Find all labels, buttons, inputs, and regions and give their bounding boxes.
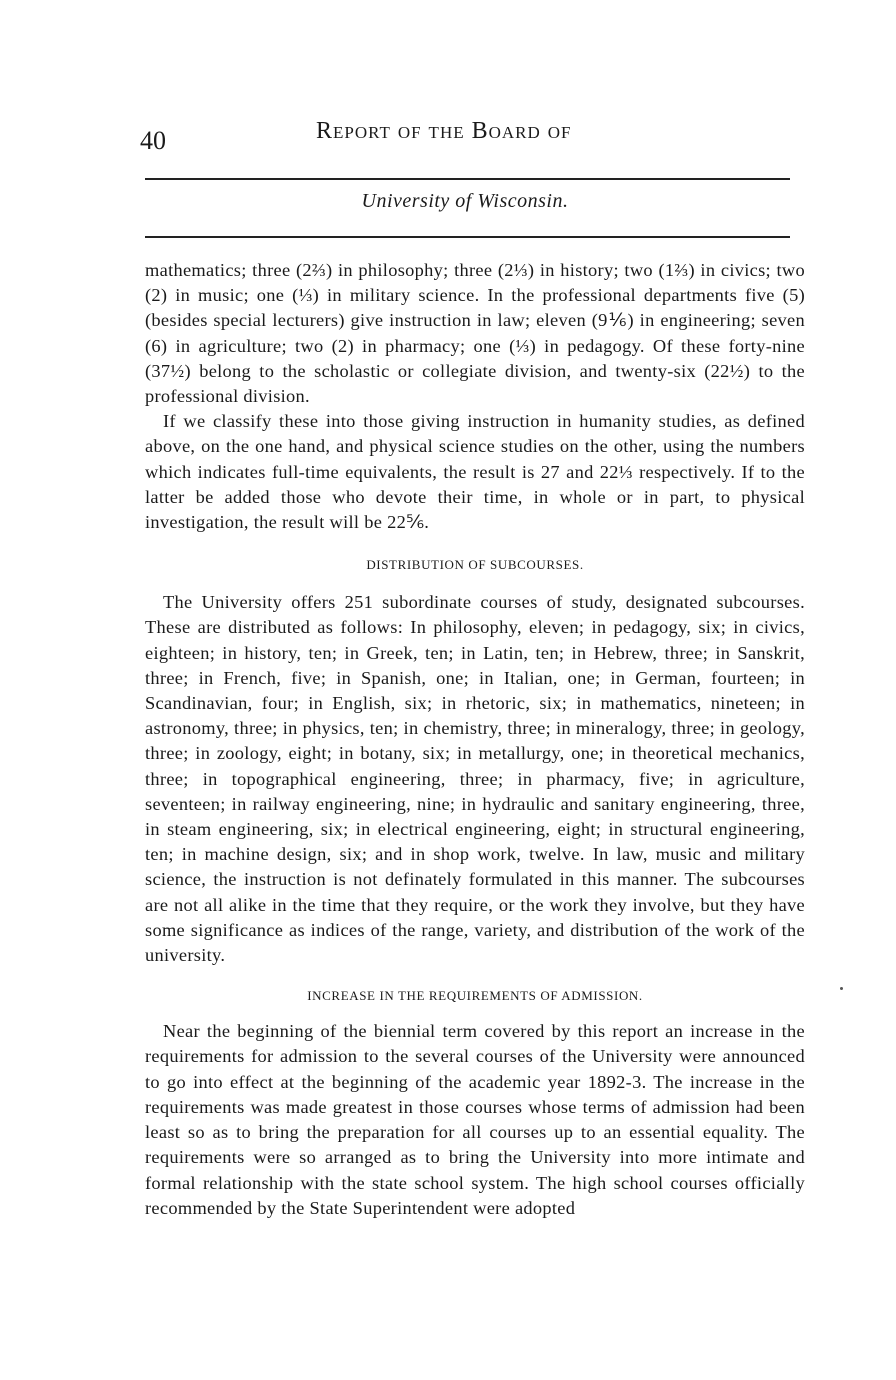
page-number: 40 xyxy=(140,126,166,155)
header-subtitle: University of Wisconsin. xyxy=(361,190,569,212)
running-title: Report of the Board of xyxy=(316,118,572,144)
header-rule-bottom xyxy=(145,236,790,238)
paragraph-classification: If we classify these into those giving instruction in humanity studies, as defined above, on the one hand, and physical science studies on the other, using the numbers which indicates full-time equivalents, the result is 27 and 22⅓ respectively. If to the latter be added those who devote their time, in whole or in part, to physical investigation, the result will be 22⅚. xyxy=(145,411,805,533)
paragraph-subcourses: The University offers 251 subordinate courses of study, designated subcourses. These are distributed as follows: In philosophy, eleven; in pedagogy, six; in civics, eighteen; in history, ten; in Greek, ten; in Latin, ten; in Hebrew, three; in Sanskrit, three; in French, five; in Spanish, one; in Italian, one; in German, fourteen; in Scandinavian, four; in English, six; in rhetoric, six; in mathematics, nineteen; in astronomy, three; in physics, ten; in chemistry, three; in mineralogy, three; in geology, three; in zoology, eight; in botany, six; in metallurgy, one; in theoretical mechanics, three; in topographical engineering, three; in pharmacy, five; in agriculture, seventeen; in railway engineering, nine; in hydraulic and sanitary engineering, three, in steam engineering, six; in electrical engineering, eight; in structural engineering, ten; in machine design, six; and in shop work, twelve. In law, music and military science, the instruction is not definately formulated in this manner. The subcourses are not all alike in the time that they require, or the work they involve, but they have some significance as indices of the range, variety, and distribution of the work of the university. xyxy=(145,592,805,966)
header-rule-top xyxy=(145,178,790,180)
section-heading-admission: INCREASE IN THE REQUIREMENTS OF ADMISSION. xyxy=(307,988,643,1004)
paragraph-admission: Near the beginning of the biennial term covered by this report an increase in the requirements for admission to the several courses of the University were announced to go into effect at the beginning of the academic year 1892-3. The increase in the requirements was made greatest in those courses whose terms of admission had been least so as to bring the preparation for all courses up to an essential equality. The requirements were so arranged as to bring the University into more intimate and formal relationship with the state school system. The high school courses officially recommended by the State Superintendent were adopted xyxy=(145,1021,805,1218)
print-speck xyxy=(840,987,843,990)
body-text xyxy=(145,258,805,1221)
paragraph-faculty-continued: mathematics; three (2⅔) in philosophy; three (2⅓) in history; two (1⅔) in civics; two (2) in music; one (⅓) in military science. In the professional departments five (5) (besides special lecturers) give instruction in law; eleven (9⅙) in engineering; seven (6) in agriculture; two (2) in pharmacy; one (⅓) in pedagogy. Of these forty-nine (37½) belong to the scholastic or collegiate division, and twenty-six (22½) to the professional division. xyxy=(145,260,805,407)
section-heading-distribution: DISTRIBUTION OF SUBCOURSES. xyxy=(366,557,584,573)
